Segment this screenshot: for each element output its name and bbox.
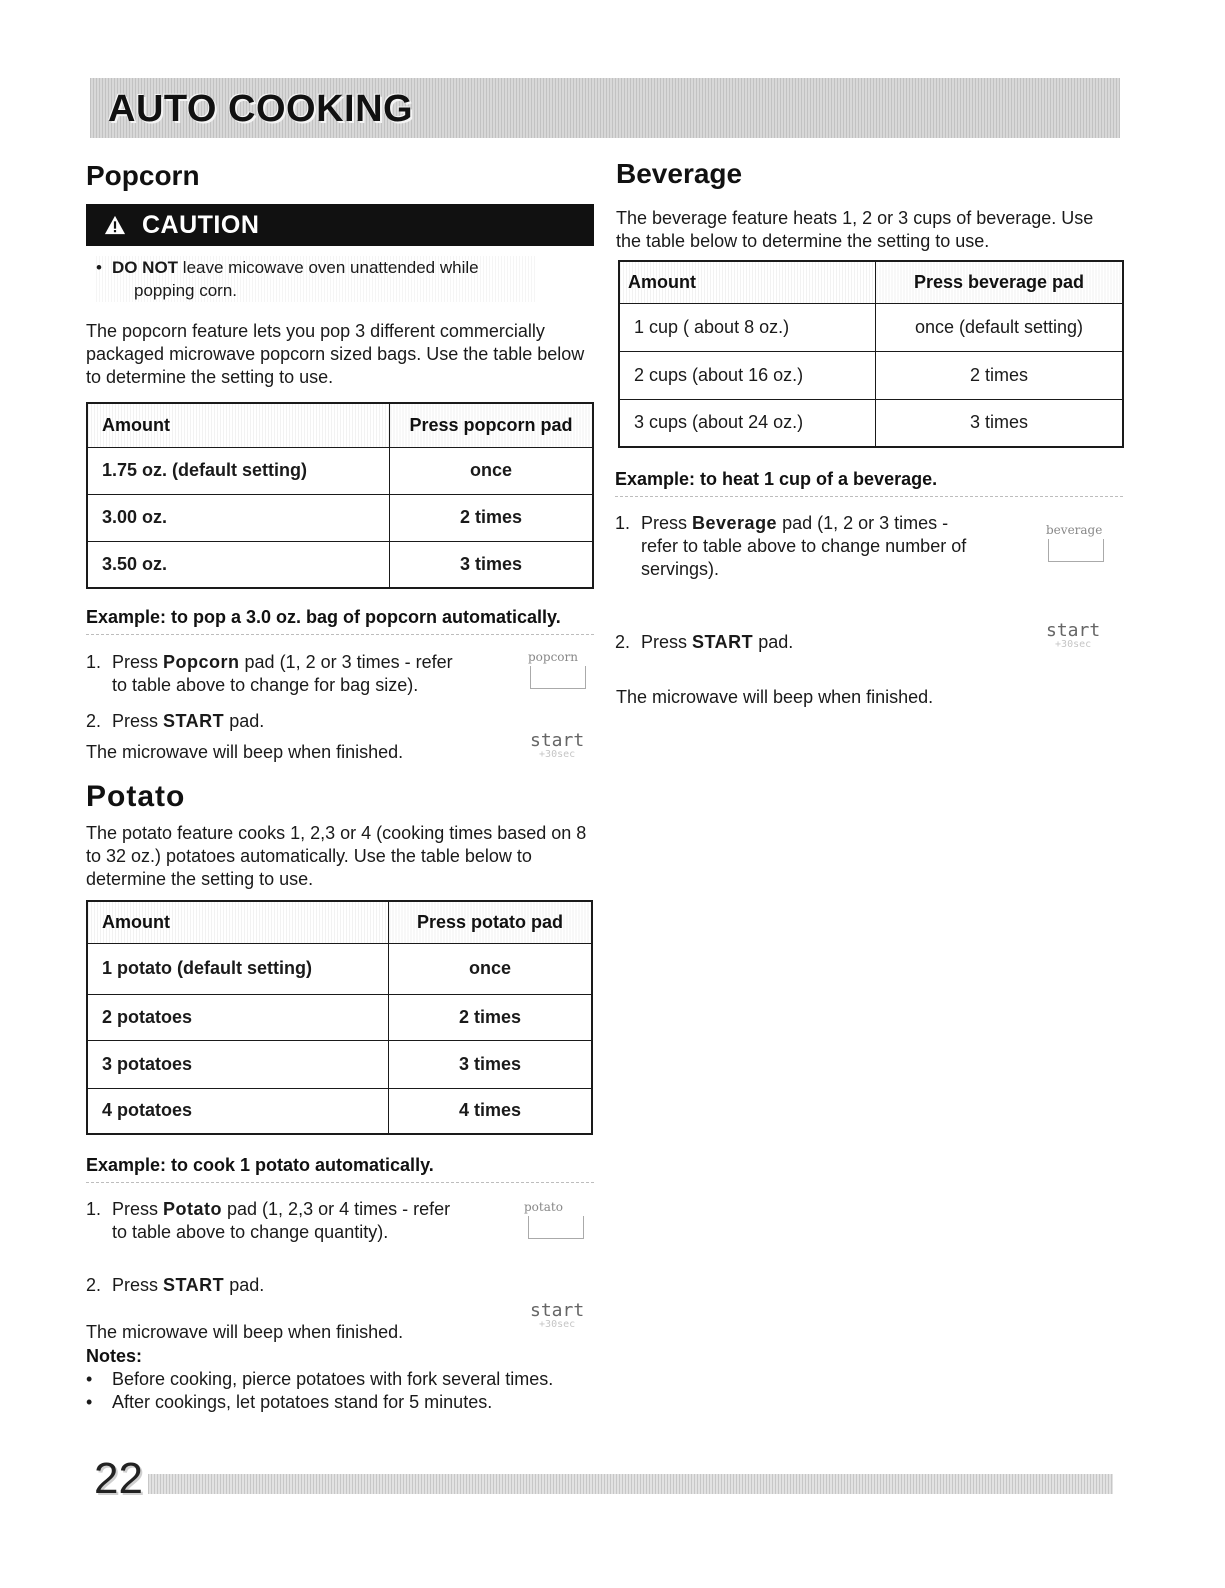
table-row [87,447,593,494]
step-text: Press [112,1199,164,1219]
step-number: 2. [615,632,631,652]
pad-box [528,1216,584,1239]
table-row [619,351,1123,399]
pad-box [530,666,586,689]
table-cell: 2 times [390,494,594,541]
page-title: AUTO COOKING [108,88,414,130]
page-number: 22 [94,1454,143,1503]
table-cell: 3 times [389,1040,593,1088]
section-banner [90,78,1120,138]
table-header: Amount [619,261,876,303]
pad-label: potato [524,1200,563,1214]
caution-text-cont: popping corn. [134,281,238,300]
step-text: pad (1, 2,3 or 4 times - refer [222,1199,451,1219]
table-row [87,943,592,994]
popcorn-pad-graphic [528,650,578,664]
step-text-cont: refer to table above to change number of [641,536,967,556]
caution-message [96,256,536,302]
step-text: Press [112,711,164,731]
beverage-table [618,260,1124,448]
beverage-intro: The beverage feature heats 1, 2 or 3 cups of beverage. Use the table below to determine the setting to use. [616,208,1094,251]
beverage-heading: Beverage [616,158,743,189]
step-number: 2. [86,711,102,731]
popcorn-step-2 [86,710,264,733]
table-row [87,994,592,1040]
caution-label: CAUTION [142,210,260,239]
start-label: start [530,730,585,751]
potato-pad-graphic [524,1200,563,1214]
step-bold: START [163,1275,225,1295]
table-header-row [87,901,592,943]
step-text: Press [112,652,164,672]
table-cell: 3 cups (about 24 oz.) [619,399,876,447]
popcorn-example-heading: Example: to pop a 3.0 oz. bag of popcorn automatically. [86,607,594,635]
table-cell: 3 times [390,541,594,588]
table-header-row [87,403,593,447]
table-cell: 4 times [389,1088,593,1134]
popcorn-finish-text: The microwave will beep when finished. [86,742,404,762]
step-number: 1. [86,652,102,672]
start-label: start [1046,620,1101,641]
pad-label: beverage [1046,523,1103,537]
table-header-row [619,261,1123,303]
table-cell: once [389,943,593,994]
step-text: Press [112,1275,164,1295]
step-text-cont: servings). [641,559,720,579]
beverage-step-1 [615,512,966,581]
popcorn-start-graphic [530,730,584,760]
note-text: After cookings, let potatoes stand for 5 minutes. [112,1392,493,1412]
popcorn-step-1 [86,651,453,697]
table-header: Amount [87,901,389,943]
step-bold: Beverage [692,513,778,533]
table-header: Press potato pad [389,901,593,943]
caution-bar [86,204,594,246]
beverage-pad-graphic [1046,523,1102,537]
list-item [86,1368,553,1391]
table-row [619,399,1123,447]
warning-icon [104,214,126,236]
caution-bold: DO NOT [111,258,179,277]
notes-list [86,1368,553,1414]
step-bold: START [163,711,225,731]
table-header: Press beverage pad [876,261,1124,303]
step-text: pad (1, 2 or 3 times - refer [239,652,453,672]
table-cell: 4 potatoes [87,1088,389,1134]
step-text: Press [641,513,693,533]
caution-text: leave micowave oven unattended while [182,258,479,277]
step-text: pad. [224,711,265,731]
potato-example-heading: Example: to cook 1 potato automatically. [86,1155,594,1183]
beverage-step-2 [615,631,793,654]
step-text: pad. [753,632,794,652]
pad-label: popcorn [528,650,578,664]
list-item [86,1391,553,1414]
step-number: 1. [86,1199,102,1219]
table-cell: 1 potato (default setting) [87,943,389,994]
start-sub-label: +30sec [1055,639,1092,650]
potato-intro: The potato feature cooks 1, 2,3 or 4 (cooking times based on 8 to 32 oz.) potatoes automatically. Use the table below to determine the setting to use. [86,823,587,889]
start-sub-label: +30sec [539,1319,576,1330]
start-sub-label: +30sec [539,749,576,760]
note-text: Before cooking, pierce potatoes with fork several times. [112,1369,554,1389]
table-cell: 2 cups (about 16 oz.) [619,351,876,399]
step-bold: Potato [163,1199,223,1219]
step-text: pad (1, 2 or 3 times - [777,513,949,533]
table-cell: 3.50 oz. [87,541,390,588]
step-number: 2. [86,1275,102,1295]
step-number: 1. [615,513,631,533]
table-row [87,541,593,588]
popcorn-table [86,402,594,589]
potato-step-1 [86,1198,450,1244]
step-text: Press [641,632,693,652]
footer-bar [148,1474,1113,1494]
table-row [87,1040,592,1088]
table-row [87,1088,592,1134]
table-header: Press popcorn pad [390,403,594,447]
beverage-start-graphic [1046,620,1100,650]
popcorn-intro: The popcorn feature lets you pop 3 different commercially packaged microwave popcorn sized bags. Use the table below to determine the setting to use. [86,321,585,387]
potato-table [86,900,593,1135]
potato-start-graphic [530,1300,584,1330]
table-cell: once (default setting) [876,303,1124,351]
bullet: • [96,258,102,277]
bullet: • [86,1369,93,1389]
bullet: • [86,1392,93,1412]
table-cell: 3 potatoes [87,1040,389,1088]
table-cell: 3.00 oz. [87,494,390,541]
table-cell: 2 potatoes [87,994,389,1040]
table-header: Amount [87,403,390,447]
table-cell: 1 cup ( about 8 oz.) [619,303,876,351]
notes-heading: Notes: [86,1346,143,1366]
table-cell: once [390,447,594,494]
table-cell: 3 times [876,399,1124,447]
beverage-finish-text: The microwave will beep when finished. [616,687,934,707]
step-bold: START [692,632,754,652]
step-text: pad. [224,1275,265,1295]
table-row [87,494,593,541]
beverage-example-heading: Example: to heat 1 cup of a beverage. [615,469,1123,497]
potato-finish-text: The microwave will beep when finished. [86,1322,404,1342]
potato-heading: Potato [86,780,186,813]
step-text-cont: to table above to change for bag size). [112,675,419,695]
table-cell: 2 times [389,994,593,1040]
table-cell: 2 times [876,351,1124,399]
table-cell: 1.75 oz. (default setting) [87,447,390,494]
step-bold: Popcorn [163,652,240,672]
table-row [619,303,1123,351]
potato-step-2 [86,1274,264,1297]
pad-box [1048,539,1104,562]
popcorn-heading: Popcorn [86,160,200,191]
start-label: start [530,1300,585,1321]
step-text-cont: to table above to change quantity). [112,1222,389,1242]
